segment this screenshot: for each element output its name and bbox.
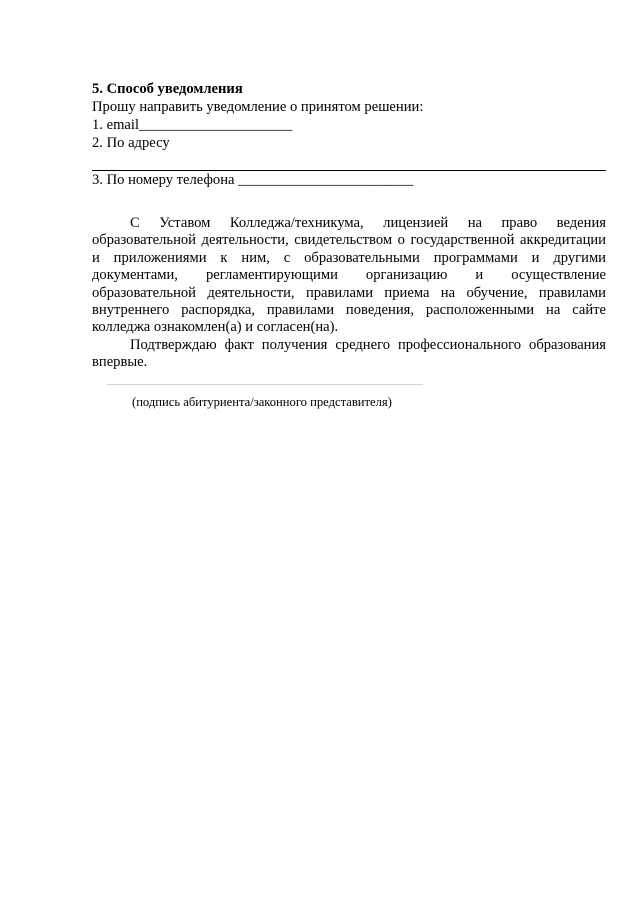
option-email: 1. email_____________________ bbox=[92, 117, 293, 133]
spacer bbox=[92, 189, 606, 207]
notification-section bbox=[92, 80, 606, 372]
option-phone: 3. По номеру телефона ________________________ bbox=[92, 172, 414, 188]
notification-intro: Прошу направить уведомление о принятом решении: bbox=[92, 99, 424, 115]
address-fill-line bbox=[92, 152, 606, 171]
consent-paragraph: С Уставом Колледжа/техникума, лицензией на право ведения образовательной деятельности, свидетельством о государственной аккредитации и приложениями к ним, с образовательными программами и другими документами, регламентирующими организацию и осуществление образовательной деятельности, правилами приема на обучение, правилами внутреннего распорядка, правилами поведения, расположенными на сайте колледжа ознакомлен(а) и согласен(на). bbox=[92, 215, 606, 336]
option-address: 2. По адресу bbox=[92, 135, 170, 151]
signature-line bbox=[107, 384, 423, 385]
section-heading: 5. Способ уведомления bbox=[92, 81, 243, 97]
confirmation-paragraph: Подтверждаю факт получения среднего профессионального образования впервые. bbox=[92, 336, 606, 371]
signature-caption: (подпись абитуриента/законного представителя) bbox=[132, 395, 392, 409]
